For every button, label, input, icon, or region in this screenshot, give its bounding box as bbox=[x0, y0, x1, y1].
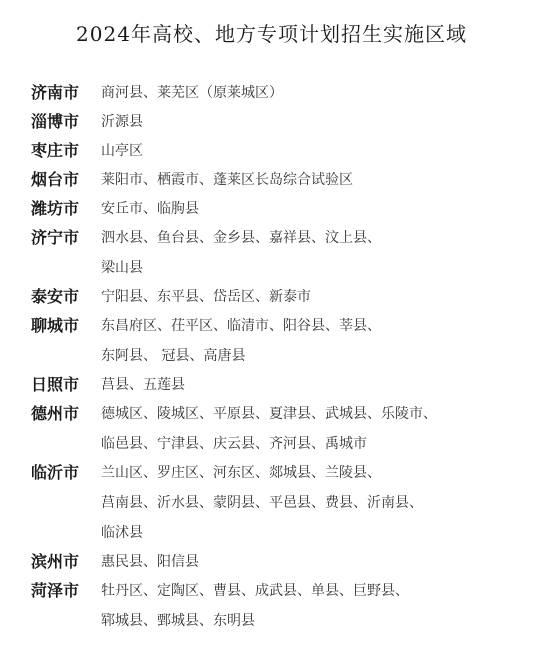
county-line: 莒南县、沂水县、蒙阴县、平邑县、费县、沂南县、 bbox=[101, 495, 423, 511]
city-name: 淄博市 bbox=[31, 112, 80, 131]
county-line: 临邑县、宁津县、庆云县、齐河县、禹城市 bbox=[101, 436, 367, 452]
city-name: 聊城市 bbox=[31, 316, 80, 335]
county-line: 安丘市、临朐县 bbox=[101, 201, 199, 217]
city-name: 烟台市 bbox=[31, 170, 80, 189]
city-name: 潍坊市 bbox=[31, 199, 80, 218]
page-title: 2024年高校、地方专项计划招生实施区域 bbox=[76, 22, 467, 46]
county-line: 牡丹区、定陶区、曹县、成武县、单县、巨野县、 bbox=[101, 583, 409, 599]
county-list bbox=[101, 198, 531, 220]
county-line: 宁阳县、东平县、岱岳区、新泰市 bbox=[101, 289, 311, 305]
county-list bbox=[101, 580, 531, 632]
county-line: 惠民县、阳信县 bbox=[101, 554, 199, 570]
region-row bbox=[31, 462, 531, 544]
city-name: 泰安市 bbox=[31, 287, 80, 306]
county-list bbox=[101, 111, 531, 133]
city-name: 滨州市 bbox=[31, 552, 80, 571]
region-row bbox=[31, 227, 531, 279]
county-line: 商河县、莱芜区（原莱城区） bbox=[101, 85, 283, 101]
county-list bbox=[101, 403, 531, 455]
county-line: 莱阳市、栖霞市、蓬莱区长岛综合试验区 bbox=[101, 172, 353, 188]
county-list bbox=[101, 82, 531, 104]
county-line: 莒县、五莲县 bbox=[101, 377, 185, 393]
county-line: 临沭县 bbox=[101, 525, 143, 541]
region-row bbox=[31, 82, 531, 104]
region-row bbox=[31, 580, 531, 632]
city-name: 日照市 bbox=[31, 375, 80, 394]
county-list bbox=[101, 374, 531, 396]
county-list bbox=[101, 551, 531, 573]
region-row bbox=[31, 198, 531, 220]
county-line: 兰山区、罗庄区、河东区、郯城县、兰陵县、 bbox=[101, 465, 381, 481]
county-line: 东昌府区、茌平区、临清市、阳谷县、莘县、 bbox=[101, 318, 381, 334]
county-line: 沂源县 bbox=[101, 114, 143, 130]
county-line: 山亭区 bbox=[101, 143, 143, 159]
county-line: 郓城县、鄄城县、东明县 bbox=[101, 613, 255, 629]
city-name: 济宁市 bbox=[31, 228, 80, 247]
county-list bbox=[101, 227, 531, 279]
county-line: 德城区、陵城区、平原县、夏津县、武城县、乐陵市、 bbox=[101, 406, 437, 422]
county-line: 梁山县 bbox=[101, 260, 143, 276]
region-row bbox=[31, 374, 531, 396]
region-row bbox=[31, 286, 531, 308]
city-name: 临沂市 bbox=[31, 463, 80, 482]
county-line: 泗水县、鱼台县、金乡县、嘉祥县、汶上县、 bbox=[101, 230, 381, 246]
region-list bbox=[31, 82, 531, 639]
county-list bbox=[101, 462, 531, 544]
region-row bbox=[31, 140, 531, 162]
county-list bbox=[101, 315, 531, 367]
county-list bbox=[101, 169, 531, 191]
city-name: 枣庄市 bbox=[31, 141, 80, 160]
region-row bbox=[31, 403, 531, 455]
county-list bbox=[101, 140, 531, 162]
county-line: 东阿县、 冠县、高唐县 bbox=[101, 348, 246, 364]
city-name: 菏泽市 bbox=[31, 581, 80, 600]
county-list bbox=[101, 286, 531, 308]
region-row bbox=[31, 169, 531, 191]
region-row bbox=[31, 111, 531, 133]
city-name: 济南市 bbox=[31, 83, 80, 102]
region-row bbox=[31, 551, 531, 573]
city-name: 德州市 bbox=[31, 404, 80, 423]
region-row bbox=[31, 315, 531, 367]
